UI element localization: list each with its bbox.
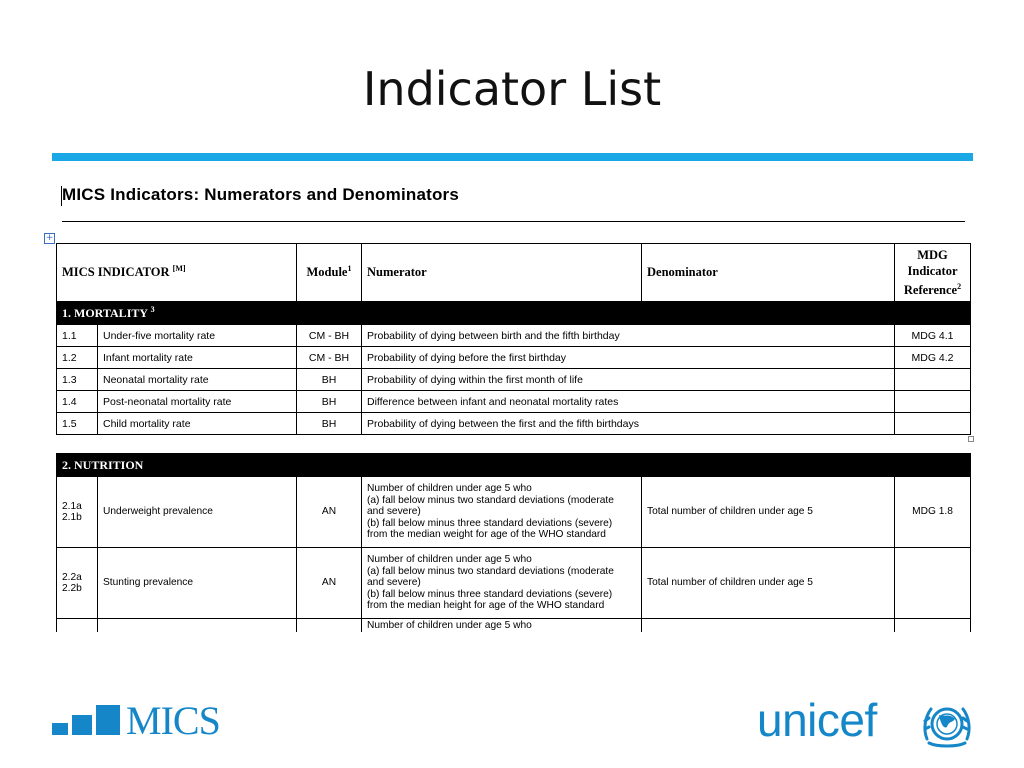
- mics-logo-text: MICS: [126, 698, 220, 743]
- table-row: 2.2a 2.2b Stunting prevalence AN Number of children under age 5 who (a) fall below minus two standard deviations (moderate and severe) (b) fall below minus three standard deviations (severe) from the median height for age of the WHO standard Total number of children under age 5: [57, 548, 971, 619]
- header-mdg-reference: MDG Indicator Reference$^2$: [895, 244, 971, 302]
- unicef-emblem-icon: [919, 699, 973, 749]
- document-clip-mask: [50, 634, 980, 674]
- document-heading: MICS Indicators: Numerators and Denominators: [62, 185, 460, 204]
- table-row: Number of children under age 5 who: [57, 619, 971, 633]
- section-row-nutrition: 2. NUTRITION: [57, 454, 971, 477]
- header-module: Module$^1$: [297, 244, 362, 302]
- unicef-logo-text: unicef: [757, 694, 877, 746]
- table-header-row: [57, 244, 971, 302]
- table-row: 1.3 Neonatal mortality rate BH Probability of dying within the first month of life: [57, 369, 971, 391]
- table-row: 1.2 Infant mortality rate CM - BH Probability of dying before the first birthday MDG 4.2: [57, 347, 971, 369]
- accent-bar: [52, 153, 973, 161]
- header-numerator: Numerator: [362, 244, 642, 302]
- section-row-mortality: 1. MORTALITY $^3$: [57, 302, 971, 325]
- header-indicator: MICS INDICATOR [M]: [57, 244, 297, 302]
- table-row: 2.1a 2.1b Underweight prevalence AN Number of children under age 5 who (a) fall below minus two standard deviations (moderate and severe) (b) fall below minus three standard deviations (severe) from the median weight for age of the WHO standard Total number of children under age 5 MDG 1.8: [57, 477, 971, 548]
- unicef-logo: [757, 693, 977, 753]
- slide-title: Indicator List: [362, 62, 662, 116]
- indicator-table-nutrition: [56, 453, 971, 632]
- table-resize-handle-icon[interactable]: [968, 436, 974, 442]
- indicator-table-mortality: [56, 243, 971, 435]
- table-row: 1.1 Under-five mortality rate CM - BH Probability of dying between birth and the fifth birthday MDG 4.1: [57, 325, 971, 347]
- table-row: 1.4 Post-neonatal mortality rate BH Difference between infant and neonatal mortality rates: [57, 391, 971, 413]
- table-move-handle-icon[interactable]: +: [45, 233, 54, 243]
- heading-rule: [62, 221, 965, 222]
- table-row: 1.5 Child mortality rate BH Probability of dying between the first and the fifth birthdays: [57, 413, 971, 435]
- header-denominator: Denominator: [642, 244, 895, 302]
